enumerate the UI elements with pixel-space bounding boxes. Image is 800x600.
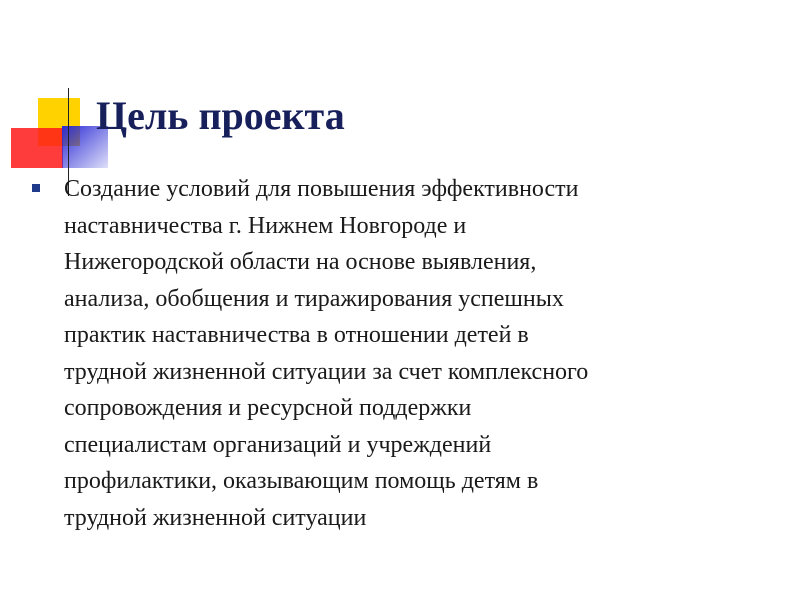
bullet-list bbox=[32, 171, 732, 536]
bullet-line: Нижегородской области на основе выявления, bbox=[64, 249, 537, 275]
bullet-line: наставничества г. Нижнем Новгороде и bbox=[64, 212, 467, 239]
bullet-line: практик наставничества в отношении детей в bbox=[64, 322, 529, 348]
bullet-line: специалистам организаций и учреждений bbox=[64, 431, 492, 458]
square-bullet-icon bbox=[32, 184, 40, 192]
bullet-line: анализа, обобщения и тиражирования успешных bbox=[64, 285, 564, 312]
bullet-item bbox=[32, 171, 732, 536]
red-square bbox=[11, 128, 63, 168]
bullet-line: трудной жизненной ситуации bbox=[64, 504, 367, 531]
bullet-line: Создание условий для повышения эффективности bbox=[64, 176, 579, 202]
bullet-line: трудной жизненной ситуации за счет комплексного bbox=[64, 358, 589, 385]
bullet-line: профилактики, оказывающим помощь детям в bbox=[64, 468, 539, 494]
bullet-line: сопровождения и ресурсной поддержки bbox=[64, 395, 472, 421]
slide-title: Цель проекта bbox=[96, 93, 345, 138]
